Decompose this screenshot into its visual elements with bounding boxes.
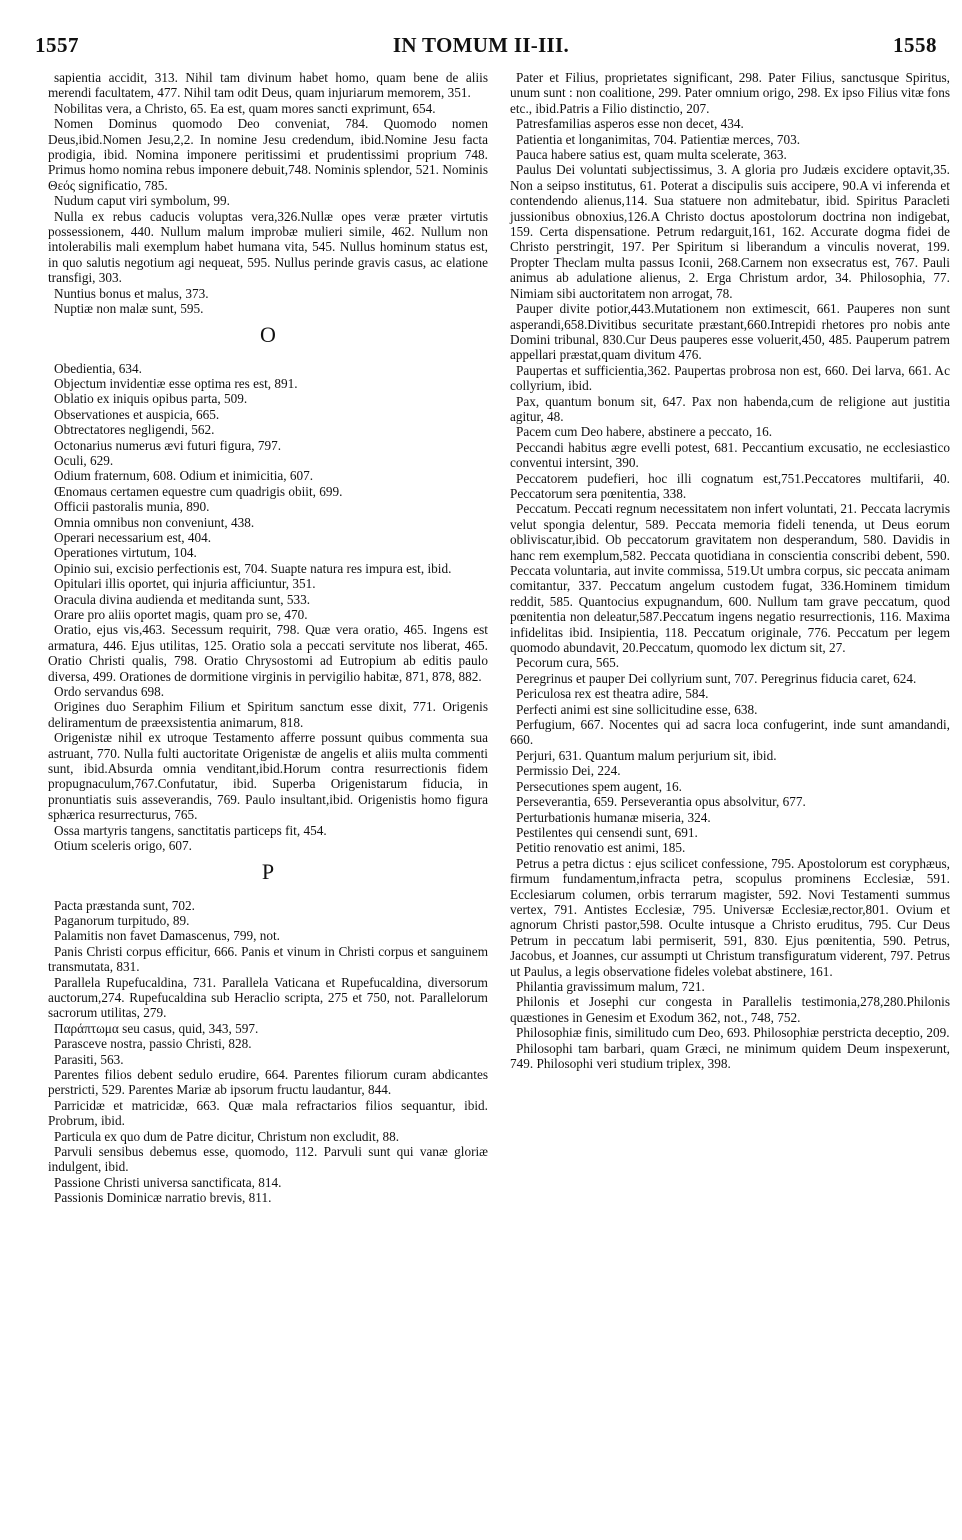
index-entry: Origenistæ nihil ex utroque Testamento afferre possunt quibus commenta sua astruant, 770. Nulla fulti auctoritate Origenistæ de angelis et aliis multa commenti sunt, ibid.Absurda omnia venditant,ibid.Horum contra resurrectionis fidem propugnaculum,767.Confutatur, ibid. Superba Origenistarum fiducia, in pronuntiatis suis asseverandis, 769. Paulo insultant,ibid. Origenistis homo figura sphærica resurrecturus, 765. [48, 730, 488, 823]
index-entry: Oracula divina audienda et meditanda sunt, 533. [54, 591, 311, 607]
index-entry: Officii pastoralis munia, 890. [54, 499, 210, 515]
index-entry: Ossa martyris tangens, sanctitatis particeps fit, 454. [54, 822, 327, 838]
index-entry: Obtrectatores negligendi, 562. [54, 422, 215, 438]
index-entry: Oratio, ejus vis,463. Secessum requirit, 798. Quæ vera oratio, 465. Ingens est armatura, 446. Ejus utilitas, 125. Oratio sola a peccati servitute nos liberat, 465. Oratio Christi qualis, 798. Oratio Chrysostomi ad Eutropium ab editis paulo diversa, 499. Orationes de dormitione virginis in pervigilio habitæ, 871, 878, 882. [48, 622, 488, 684]
index-entry: Nuntius bonus et malus, 373. [54, 285, 209, 301]
index-entry: Origines duo Seraphim Filium et Spiritum sanctum esse dixit, 771. Origenis deliramentum de præexsistentia animarum, 818. [48, 699, 488, 730]
page-header [0, 0, 962, 62]
index-entry: Pater et Filius, proprietates significant, 298. Pater Filius, sanctusque Spiritus, unum sunt : non coalitione, 299. Pater omnium origo, 298. Ex ipso Filius vitæ fons etc., ibid.Patris a Filio distinctio, 207. [510, 70, 950, 116]
left-column [48, 70, 488, 1206]
index-entry: Omnia omnibus non conveniunt, 438. [54, 514, 255, 530]
page-number-left: 1557 [35, 33, 79, 57]
index-entry: Pecorum cura, 565. [516, 655, 620, 671]
index-entry: Ordo servandus 698. [54, 684, 165, 700]
index-entry: Παράπτωμα seu casus, quid, 343, 597. [54, 1020, 259, 1036]
index-entry: Operari necessarium est, 404. [54, 529, 212, 545]
index-entry: Peccandi habitus ægre evelli potest, 681. Peccantium excusatio, ne ecclesiastico conventui intersint, 390. [510, 439, 950, 471]
index-entry: Permissio Dei, 224. [516, 763, 621, 779]
index-entry: Observationes et auspicia, 665. [54, 406, 220, 422]
index-entry: Parallela Rupefucaldina, 731. Parallela Vaticana et Rupefucaldina, diversorum auctorum,274. Rupefucaldina sub Heraclio scripta, 275 et 750, not. Parallelorum sacrorum utilitas, 279. [48, 974, 488, 1021]
index-entry: Periculosa rex est theatra adire, 584. [516, 686, 709, 702]
index-entry: Œnomaus certamen equestre cum quadrigis obiit, 699. [54, 483, 343, 499]
index-entry: sapientia accidit, 313. Nihil tam divinum habet homo, quam bene de aliis merendi facultatem, 477. Nihil tam odit Deus, quam injuriarum memorem, 351. [48, 70, 488, 101]
index-entry: Octonarius numerus ævi futuri figura, 797. [54, 437, 282, 453]
index-entry: Obedientia, 634. [54, 360, 142, 376]
index-entry: Philosophiæ finis, similitudo cum Deo, 693. Philosophiæ perstricta deceptio, 209. [516, 1025, 950, 1041]
index-entry: Passione Christi universa sanctificata, 814. [54, 1174, 282, 1190]
index-entry: Nulla ex rebus caducis voluptas vera,326.Nullæ opes veræ præter virtutis possessionem, 440. Nullum malum improbæ mulieri simile, 462. Nullum non intolerabilis mali exemplum habet humana vita, 545. Nullus hominum status est, in quo salutis negotium agi nequeat, 595. Nullus perinde gravis casus, ac elatione transfigi, 303. [48, 208, 488, 286]
index-entry: Pax, quantum bonum sit, 647. Pax non habenda,cum de religione aut justitia agitur, 48. [510, 393, 950, 424]
index-entry: Perjuri, 631. Quantum malum perjurium sit, ibid. [516, 747, 777, 763]
index-entry: Parentes filios debent sedulo erudire, 664. Parentes filiorum curam abdicantes perstricti, 529. Parentes Mariæ ab ipsorum fructu laudantur, 844. [48, 1066, 488, 1098]
index-entry: Nuptiæ non malæ sunt, 595. [54, 301, 204, 317]
index-entry: Patientia et longanimitas, 704. Patientiæ merces, 703. [516, 131, 801, 147]
index-entry: Parvuli sensibus debemus esse, quomodo, 112. Parvuli sunt qui vanæ gloriæ indulgent, ibid. [48, 1144, 488, 1175]
index-entry: Perfecti animi est sine sollicitudine esse, 638. [516, 701, 758, 717]
index-entry: Pauca habere satius est, quam multa scelerate, 363. [516, 147, 787, 163]
page-number-right: 1558 [893, 33, 937, 57]
index-entry: Pauper divite potior,443.Mutationem non extimescit, 661. Pauperes non sunt asperandi,658.Divitibus securitate præstant,660.Intrepidi rhetores pro nobis ante Domini tribunal, 830.Cur Deus pauperes esse voluerit,450, 485. Pauperum patrem appellari præstat,quam divitum 476. [510, 301, 950, 363]
index-entry: Petitio renovatio est animi, 185. [516, 840, 686, 856]
index-entry: Pacem cum Deo habere, abstinere a peccato, 16. [516, 424, 773, 440]
index-entry: Perturbationis humanæ miseria, 324. [516, 809, 711, 825]
index-entry: Particula ex quo dum de Patre dicitur, Christum non excludit, 88. [54, 1128, 400, 1144]
index-entry: Perfugium, 667. Nocentes qui ad sacra loca confugerint, inde sunt amandandi, 660. [510, 717, 950, 748]
index-entry: Panis Christi corpus efficitur, 666. Panis et vinum in Christi corpus et sanguinem transmutata, 831. [48, 943, 488, 975]
index-entry: Opitulari illis oportet, qui injuria afficiuntur, 351. [54, 576, 316, 592]
index-entry: Nudum caput viri symbolum, 99. [54, 193, 230, 209]
index-entry: Philosophi tam barbari, quam Græci, ne minimum quidem Deum inspexerunt, 749. Philosophi veri studium triplex, 398. [510, 1040, 950, 1071]
index-entry: Nomen Dominus quomodo Deo conveniat, 784. Quomodo nomen Deus,ibid.Nomen Jesu,2,2. In nomine Jesu credendum, ibid.Nomine Jesu facta prodigia, ibid. Nomina imponere peritissimi et prudentissimi proprium 748. Primus homo nomina rebus imponere debuit,748. Nominis splendor, 521. Nominis Θεός significatio, 785. [48, 116, 488, 193]
index-entry: Persecutiones spem augent, 16. [516, 778, 682, 794]
index-entry: Odium fraternum, 608. Odium et inimicitia, 607. [54, 468, 314, 484]
index-entry: Parricidæ et matricidæ, 663. Quæ mala refractarios filios sequantur, ibid. Probrum, ibid. [48, 1097, 488, 1129]
section-letter: P [261, 858, 275, 884]
index-entry: Oculi, 629. [54, 452, 114, 468]
index-entry: Perseverantia, 659. Perseverantia opus absolvitur, 677. [516, 794, 806, 810]
running-title: IN TOMUM II-III. [392, 33, 570, 57]
section-letter: O [260, 321, 276, 347]
index-entry: Palamitis non favet Damascenus, 799, not. [54, 928, 280, 944]
index-entry: Opinio sui, excisio perfectionis est, 704. Suapte natura res impura est, ibid. [54, 560, 452, 576]
index-entry: Parasiti, 563. [54, 1051, 124, 1067]
index-entry: Paulus Dei voluntati subjectissimus, 3. A gloria pro Judæis excidere optavit,35. Non a seipso institutus, 61. Poterat a discipulis suis accipere, 90.A vi inferenda et contendendo alienus,114. Sua statuere non admitebatur, ibid. Spiritus Paracleti jussionibus obnoxius,126.A Christo doctus apostolorum doctrina non indigebat, 159. Certa dispensatione. Petrum redarguit,161, 162. Accurate dogma fidei de Christo perstringit, 197. Per Spiritum si liberandum a vinculis noverat, 199. Propter Theclam multa passus Iconii, 268.Carnem non exsecratus est, 767. Pauli animus ab adulatione alienus, 2. Erga Christum ardor, 34. Philosophia, 77. Nimiam sibi auctoritatem non arrogat, 78. [510, 162, 950, 301]
index-entry: Philantia gravissimum malum, 721. [516, 978, 705, 994]
index-entry: Paganorum turpitudo, 89. [54, 912, 190, 928]
index-entry: Pacta præstanda sunt, 702. [54, 897, 195, 913]
index-entry: Peccatum. Peccati regnum necessitatem non infert voluntati, 21. Peccata lacrymis velut spongia delentur, 589. Peccata memoria fideli tenenda, ut Deus eorum obliviscatur,ibid. Ob peccatorum gravitatem non desperandum, 580. Davidis in hanc rem exemplum,582. Peccata quotidiana in conscientia conscribi debent, 590. Peccata voluntaria, aut invite commissa, 519.Ut umbra corpus, sic peccata animam comitantur, 337. Peccatum angelum custodem fugat, 336.Hominem timidum reddit, 585. Quantocius expugnandum, 600. Nullum tam grave peccatum, quod pœnitentia non deleatur,587.Peccatum ingens negatio resurrectionis, 116. Maxima infidelitas ibid. Insipientia, 118. Peccatum originale, 776. Peccatum per legem quomodo abundavit, 20.Peccatum, quomodo lex dictum sit, 27. [510, 501, 950, 656]
index-entry: Pestilentes qui censendi sunt, 691. [516, 824, 698, 840]
index-entry: Petrus a petra dictus : ejus scilicet confessione, 795. Apostolorum est coryphæus, firmum fundamentum,infracta petra, scopulus prominens Ecclesiæ, 591. Ecclesiarum columen, orbis terrarum magister, 592. Novi Testamenti summus vertex, 791. Antistes Ecclesiæ, 795. Universæ Ecclesiæ,rector,801. Ovium et agnorum Christi pastor,598. Oculte intusque a Christo eruditus, 795. Cur Deus Petrum in peccatum labi permiserit, 591, 830. Ejus pœnitentia, 590. Petrus, Jacobus, et Joannes, cur assumpti ut Christum transfiguratum viderent, 797. Petrus ut Paulus, a legis observatione fideles volebat abstinere, 161. [510, 855, 950, 979]
index-entry: Objectum invidentiæ esse optima res est, 891. [54, 375, 298, 391]
index-entry: Peregrinus et pauper Dei collyrium sunt, 707. Peregrinus fiducia caret, 624. [516, 670, 917, 686]
index-entry: Orare pro aliis oportet magis, quam pro se, 470. [54, 607, 308, 622]
index-entry: Peccatorem pudefieri, hoc illi cognatum est,751.Peccatores multifarii, 40. Peccatorum sera pœnitentia, 338. [510, 470, 950, 501]
index-entry: Passionis Dominicæ narratio brevis, 811. [54, 1190, 272, 1206]
right-column [510, 70, 950, 1071]
index-entry: Parasceve nostra, passio Christi, 828. [54, 1036, 252, 1052]
index-entry: Patresfamilias asperos esse non decet, 434. [516, 116, 744, 132]
index-entry: Otium sceleris origo, 607. [54, 838, 192, 854]
index-entry: Oblatio ex iniquis opibus parta, 509. [54, 391, 248, 407]
index-entry: Philonis et Josephi cur congesta in Parallelis testimonia,278,280.Philonis quæstiones in Genesim et Exodum 362, not., 748, 752. [510, 994, 950, 1025]
index-entry: Operationes virtutum, 104. [54, 545, 197, 561]
index-entry: Paupertas et sufficientia,362. Paupertas probrosa non est, 660. Dei larva, 661. Ac collyrium, ibid. [510, 362, 950, 394]
index-entry: Nobilitas vera, a Christo, 65. Ea est, quam mores sancti exprimunt, 654. [54, 100, 436, 116]
